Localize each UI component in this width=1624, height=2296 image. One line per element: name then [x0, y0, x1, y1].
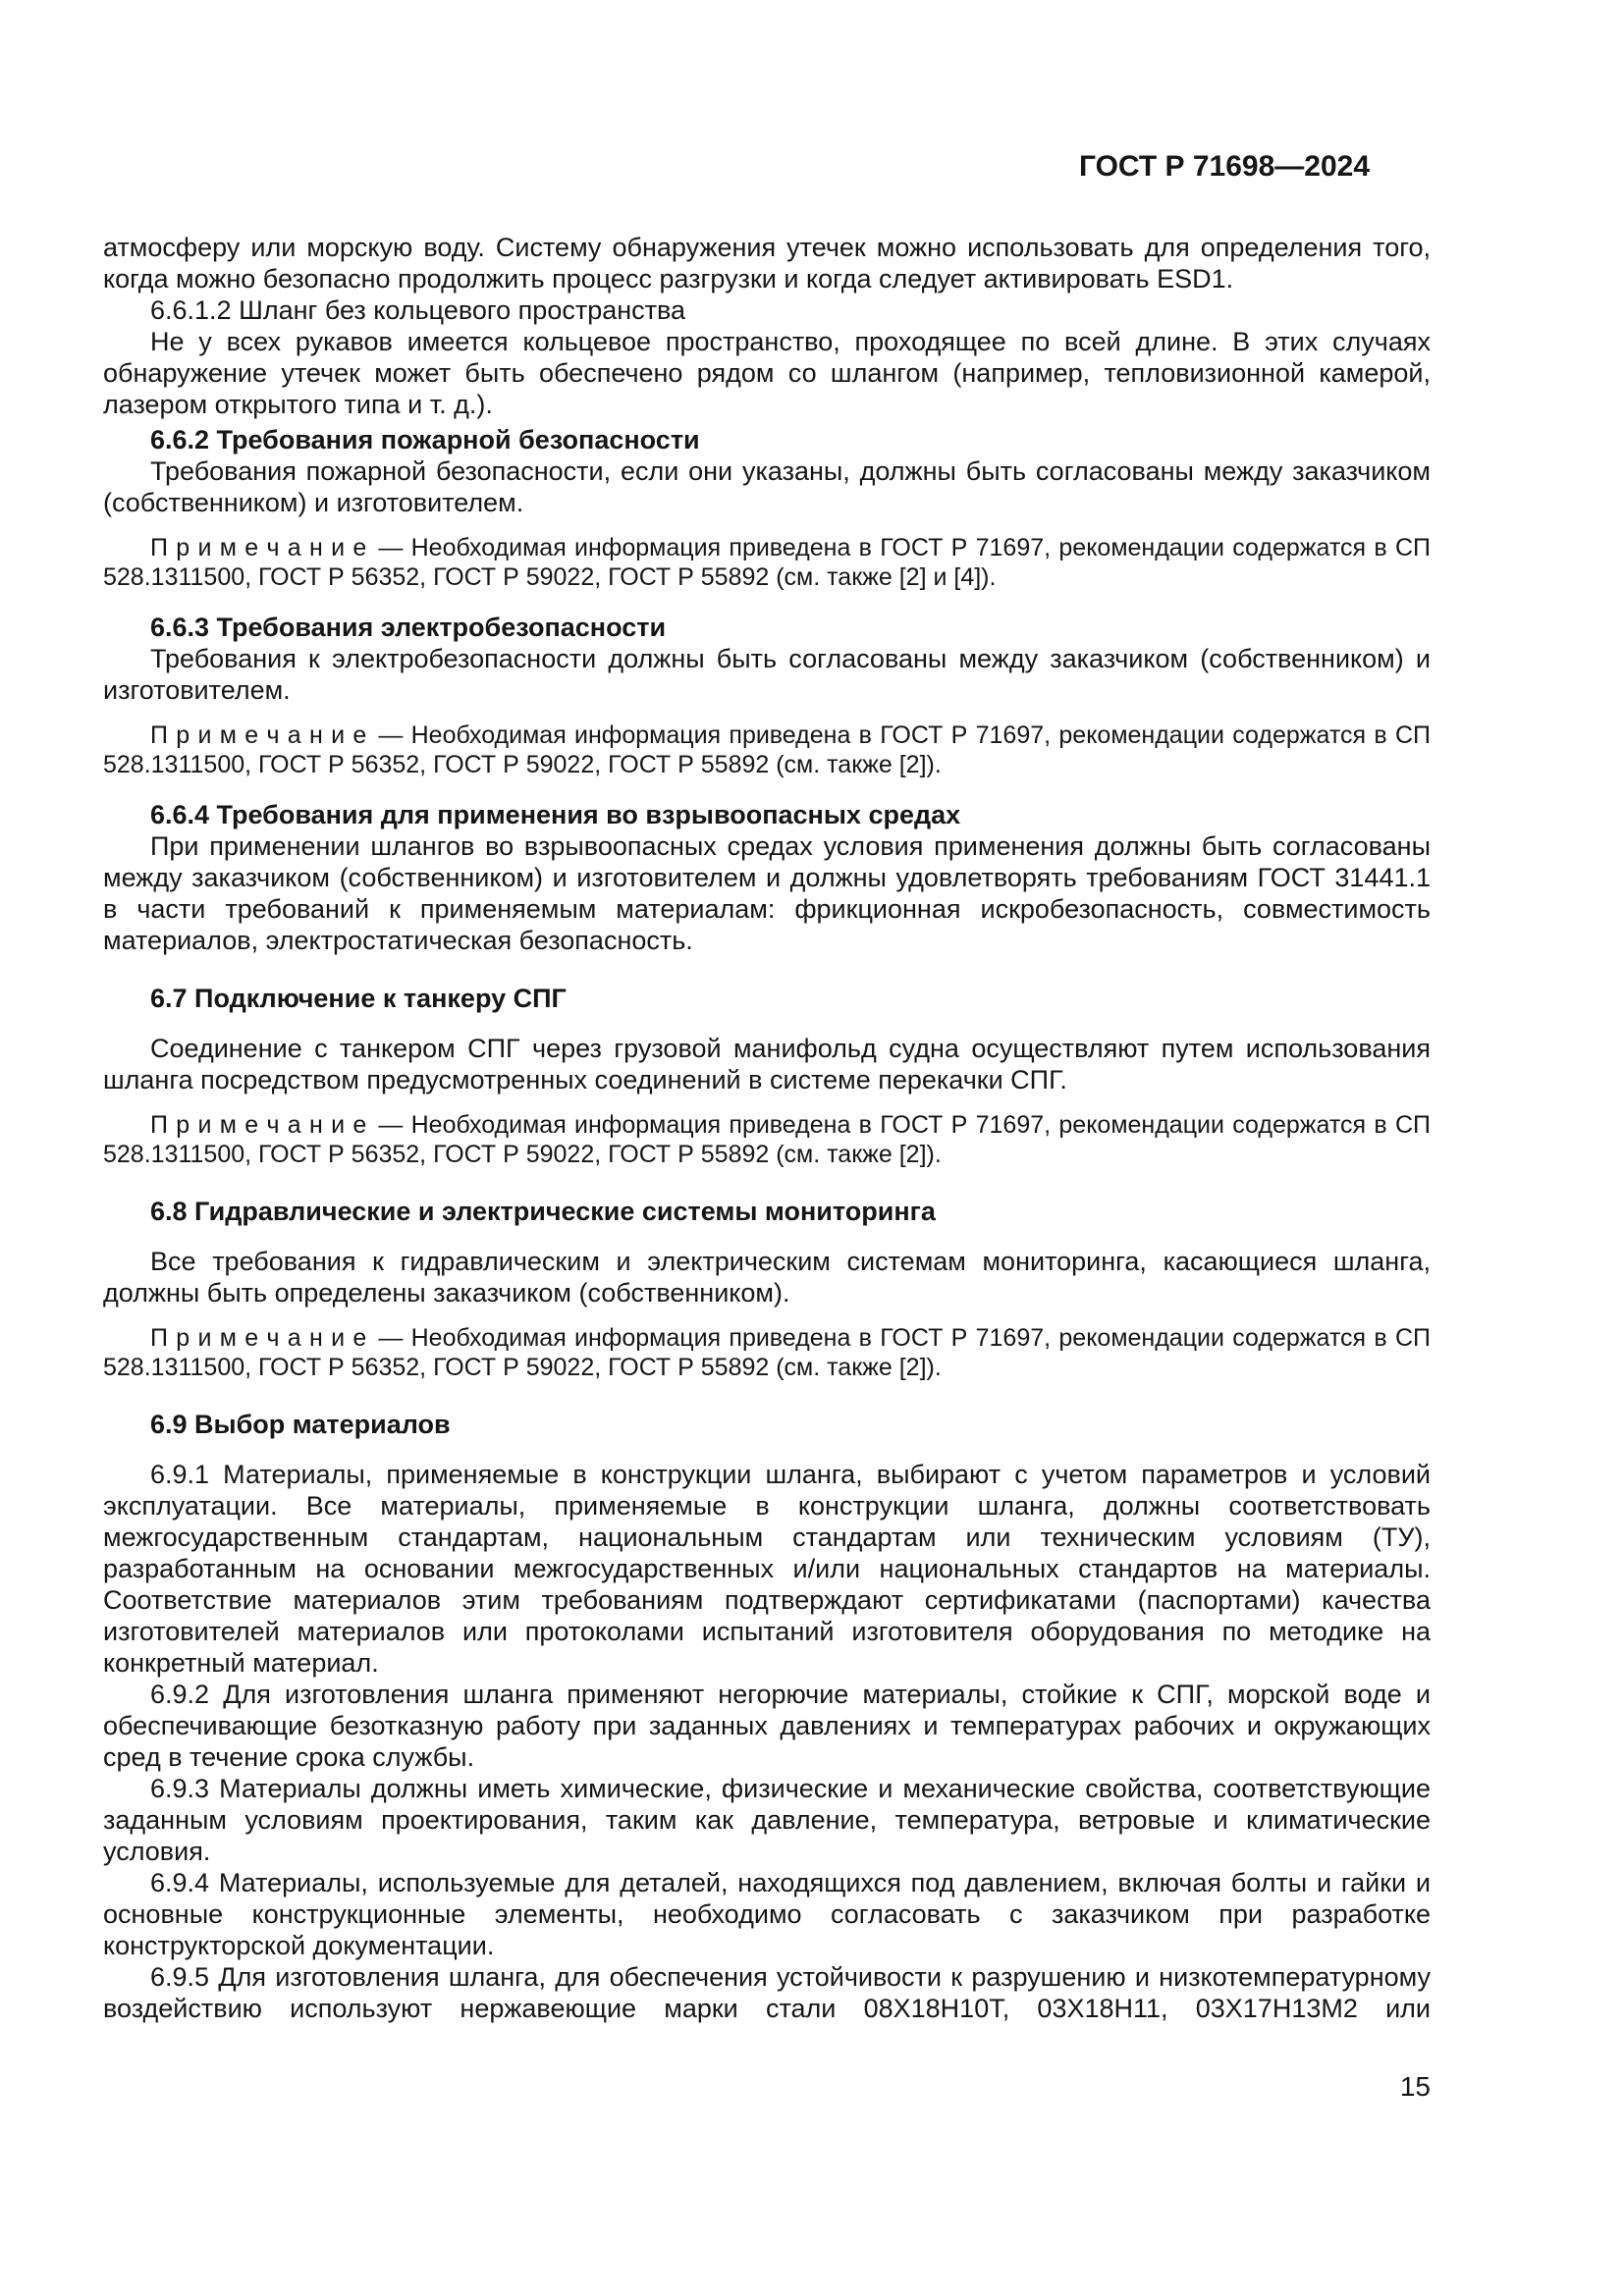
paragraph-6-9-4: 6.9.4 Материалы, используемые для деталей, находящихся под давлением, включая болты и гайки и основные конструкционные элементы, необходимо согласовать с заказчиком при разработке конструкторской документации.: [103, 1868, 1431, 1960]
paragraph: При применении шлангов во взрывоопасных средах условия применения должны быть согласованы между заказчиком (собственником) и изготовителем и должны удовлетворять требованиям ГОСТ 31441.1 в части требований к применяемым материалам: фрикционная искробезопасность, совместимость материалов, электростатическая безопасность.: [103, 831, 1431, 955]
document-code-header: ГОСТ Р 71698—2024: [1078, 150, 1370, 183]
note-label: П р и м е ч а н и е: [150, 1111, 367, 1139]
paragraph-6-9-3: 6.9.3 Материалы должны иметь химические, физические и механические свойства, соответствующие заданным условиям проектирования, таким как давление, температура, ветровые и климатические условия.: [103, 1774, 1431, 1866]
note-text: — Необходимая информация приведена в ГОСТ Р 71697, рекомендации содержатся в СП 528.1311500, ГОСТ Р 56352, ГОСТ Р 59022, ГОСТ Р 55892 (см. также [2]).: [103, 1111, 1432, 1168]
note-text: — Необходимая информация приведена в ГОСТ Р 71697, рекомендации содержатся в СП 528.1311500, ГОСТ Р 56352, ГОСТ Р 59022, ГОСТ Р 55892 (см. также [2]).: [103, 1324, 1432, 1381]
note-text: — Необходимая информация приведена в ГОСТ Р 71697, рекомендации содержатся в СП 528.1311500, ГОСТ Р 56352, ГОСТ Р 59022, ГОСТ Р 55892 (см. также [2] и [4]).: [103, 534, 1432, 591]
paragraph-6-9-2: 6.9.2 Для изготовления шланга применяют негорючие материалы, стойкие к СПГ, морской воде и обеспечивающие безотказную работу при заданных давлениях и температурах рабочих и окружающих сред в течение срока службы.: [103, 1680, 1431, 1772]
heading-6-6-2: 6.6.2 Требования пожарной безопасности: [150, 425, 700, 454]
paragraph: Все требования к гидравлическим и электрическим системам мониторинга, касающиеся шланга, должны быть определены заказчиком (собственником).: [103, 1247, 1431, 1308]
heading-6-7: 6.7 Подключение к танкеру СПГ: [150, 984, 567, 1013]
note-label: П р и м е ч а н и е: [150, 1324, 367, 1352]
heading-6-8: 6.8 Гидравлические и электрические системы мониторинга: [150, 1197, 936, 1226]
note-paragraph: [103, 721, 1431, 779]
paragraph-6-6-1-2: 6.6.1.2 Шланг без кольцевого пространства: [150, 295, 686, 325]
paragraph: Не у всех рукавов имеется кольцевое пространство, проходящее по всей длине. В этих случаях обнаружение утечек может быть обеспечено рядом со шлангом (например, тепловизионной камерой, лазером открытого типа и т. д.).: [103, 327, 1431, 419]
paragraph: Соединение с танкером СПГ через грузовой манифольд судна осуществляют путем использования шланга посредством предусмотренных соединений в системе перекачки СПГ.: [103, 1034, 1431, 1095]
note-text: — Необходимая информация приведена в ГОСТ Р 71697, рекомендации содержатся в СП 528.1311500, ГОСТ Р 56352, ГОСТ Р 59022, ГОСТ Р 55892 (см. также [2]).: [103, 721, 1432, 778]
paragraph: атмосферу или морскую воду. Систему обнаружения утечек можно использовать для определения того, когда можно безопасно продолжить процесс разгрузки и когда следует активировать ESD1.: [103, 233, 1431, 294]
paragraph-6-9-1: 6.9.1 Материалы, применяемые в конструкции шланга, выбирают с учетом параметров и условий эксплуатации. Все материалы, применяемые в конструкции шланга, должны соответствовать межгосударственным стандартам, национальным стандартам или техническим условиям (ТУ), разработанным на основании межгосударственных и/или национальных стандартов на материалы. Соответствие материалов этим требованиям подтверждают сертификатами (паспортами) качества изготовителей материалов или протоколами испытаний изготовителя оборудования по методике на конкретный материал.: [103, 1460, 1431, 1678]
note-label: П р и м е ч а н и е: [150, 721, 367, 749]
note-paragraph: [103, 533, 1431, 592]
text-block: [103, 150, 1431, 2024]
heading-6-9: 6.9 Выбор материалов: [150, 1410, 451, 1439]
note-paragraph: [103, 1323, 1431, 1382]
heading-6-6-4: 6.6.4 Требования для применения во взрывоопасных средах: [150, 800, 961, 829]
note-paragraph: [103, 1110, 1431, 1169]
note-label: П р и м е ч а н и е: [150, 534, 367, 561]
paragraph: Требования пожарной безопасности, если они указаны, должны быть согласованы между заказчиком (собственником) и изготовителем.: [103, 456, 1431, 517]
page-number: 15: [1399, 2071, 1431, 2102]
paragraph: Требования к электробезопасности должны быть согласованы между заказчиком (собственником) и изготовителем.: [103, 644, 1431, 705]
paragraph-6-9-5: 6.9.5 Для изготовления шланга, для обеспечения устойчивости к разрушению и низкотемпературному воздействию используют нержавеющие марки стали 08Х18Н10Т, 03Х18Н11, 03Х17Н13М2 или: [103, 1962, 1431, 2023]
heading-6-6-3: 6.6.3 Требования электробезопасности: [150, 613, 667, 642]
